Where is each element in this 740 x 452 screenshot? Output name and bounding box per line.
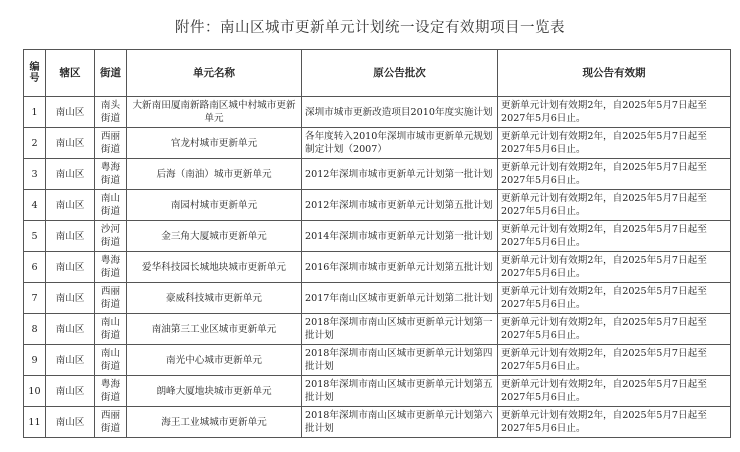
cell-index: 1 (24, 97, 46, 128)
cell-original-batch: 2016年深圳市城市更新单元计划第五批计划 (302, 252, 498, 283)
cell-unit-name: 海王工业城城市更新单元 (127, 407, 302, 438)
cell-current-validity: 更新单元计划有效期2年，自2025年5月7日起至2027年5月6日止。 (498, 283, 731, 314)
cell-index: 11 (24, 407, 46, 438)
cell-street: 西丽街道 (95, 283, 127, 314)
cell-street: 粤海街道 (95, 159, 127, 190)
cell-unit-name: 豪威科技城市更新单元 (127, 283, 302, 314)
header-unit-name: 单元名称 (127, 50, 302, 97)
cell-district: 南山区 (46, 97, 95, 128)
table-header-row (24, 50, 731, 97)
cell-unit-name: 大新南田厦南新路南区城中村城市更新单元 (127, 97, 302, 128)
header-district: 辖区 (46, 50, 95, 97)
header-street: 街道 (95, 50, 127, 97)
cell-original-batch: 2012年深圳市城市更新单元计划第一批计划 (302, 159, 498, 190)
cell-street: 南山街道 (95, 345, 127, 376)
cell-original-batch: 各年度转入2010年深圳市城市更新单元规划制定计划（2007） (302, 128, 498, 159)
cell-original-batch: 2017年南山区城市更新单元计划第二批计划 (302, 283, 498, 314)
cell-unit-name: 朗峰大厦地块城市更新单元 (127, 376, 302, 407)
cell-original-batch: 2018年深圳市南山区城市更新单元计划第一批计划 (302, 314, 498, 345)
cell-current-validity: 更新单元计划有效期2年，自2025年5月7日起至2027年5月6日止。 (498, 314, 731, 345)
cell-current-validity: 更新单元计划有效期2年，自2025年5月7日起至2027年5月6日止。 (498, 376, 731, 407)
header-index: 编号 (24, 50, 46, 97)
cell-district: 南山区 (46, 283, 95, 314)
cell-unit-name: 金三角大厦城市更新单元 (127, 221, 302, 252)
cell-street: 南山街道 (95, 314, 127, 345)
cell-index: 6 (24, 252, 46, 283)
cell-street: 粤海街道 (95, 252, 127, 283)
cell-index: 4 (24, 190, 46, 221)
cell-unit-name: 后海（南油）城市更新单元 (127, 159, 302, 190)
cell-street: 沙河街道 (95, 221, 127, 252)
cell-index: 3 (24, 159, 46, 190)
project-table (23, 49, 731, 438)
cell-current-validity: 更新单元计划有效期2年，自2025年5月7日起至2027年5月6日止。 (498, 407, 731, 438)
cell-original-batch: 2012年深圳市城市更新单元计划第五批计划 (302, 190, 498, 221)
table-row (24, 252, 731, 283)
cell-district: 南山区 (46, 159, 95, 190)
cell-district: 南山区 (46, 376, 95, 407)
cell-current-validity: 更新单元计划有效期2年，自2025年5月7日起至2027年5月6日止。 (498, 221, 731, 252)
table-body (24, 97, 731, 438)
cell-current-validity: 更新单元计划有效期2年，自2025年5月7日起至2027年5月6日止。 (498, 190, 731, 221)
cell-original-batch: 2018年深圳市南山区城市更新单元计划第四批计划 (302, 345, 498, 376)
cell-current-validity: 更新单元计划有效期2年，自2025年5月7日起至2027年5月6日止。 (498, 97, 731, 128)
cell-district: 南山区 (46, 190, 95, 221)
table-row (24, 314, 731, 345)
cell-street: 粤海街道 (95, 376, 127, 407)
table-row (24, 407, 731, 438)
table-row (24, 97, 731, 128)
cell-district: 南山区 (46, 407, 95, 438)
cell-street: 西丽街道 (95, 128, 127, 159)
cell-district: 南山区 (46, 252, 95, 283)
cell-current-validity: 更新单元计划有效期2年，自2025年5月7日起至2027年5月6日止。 (498, 345, 731, 376)
cell-index: 9 (24, 345, 46, 376)
cell-current-validity: 更新单元计划有效期2年，自2025年5月7日起至2027年5月6日止。 (498, 128, 731, 159)
table-row (24, 376, 731, 407)
table-row (24, 221, 731, 252)
table-row (24, 159, 731, 190)
cell-current-validity: 更新单元计划有效期2年，自2025年5月7日起至2027年5月6日止。 (498, 252, 731, 283)
cell-index: 2 (24, 128, 46, 159)
cell-index: 5 (24, 221, 46, 252)
header-original-batch: 原公告批次 (302, 50, 498, 97)
cell-unit-name: 官龙村城市更新单元 (127, 128, 302, 159)
table-row (24, 128, 731, 159)
table-row (24, 190, 731, 221)
header-current-validity: 现公告有效期 (498, 50, 731, 97)
cell-original-batch: 2018年深圳市南山区城市更新单元计划第六批计划 (302, 407, 498, 438)
cell-unit-name: 南油第三工业区城市更新单元 (127, 314, 302, 345)
cell-district: 南山区 (46, 128, 95, 159)
cell-index: 7 (24, 283, 46, 314)
cell-district: 南山区 (46, 221, 95, 252)
cell-current-validity: 更新单元计划有效期2年，自2025年5月7日起至2027年5月6日止。 (498, 159, 731, 190)
cell-street: 南山街道 (95, 190, 127, 221)
cell-original-batch: 2018年深圳市南山区城市更新单元计划第五批计划 (302, 376, 498, 407)
cell-unit-name: 爱华科技园长城地块城市更新单元 (127, 252, 302, 283)
document-title: 附件：南山区城市更新单元计划统一设定有效期项目一览表 (175, 20, 565, 36)
cell-street: 南头街道 (95, 97, 127, 128)
table-row (24, 283, 731, 314)
cell-district: 南山区 (46, 314, 95, 345)
cell-street: 西丽街道 (95, 407, 127, 438)
cell-original-batch: 深圳市城市更新改造项目2010年度实施计划 (302, 97, 498, 128)
cell-index: 8 (24, 314, 46, 345)
table-row (24, 345, 731, 376)
cell-unit-name: 南园村城市更新单元 (127, 190, 302, 221)
cell-original-batch: 2014年深圳市城市更新单元计划第一批计划 (302, 221, 498, 252)
cell-index: 10 (24, 376, 46, 407)
cell-district: 南山区 (46, 345, 95, 376)
cell-unit-name: 南光中心城市更新单元 (127, 345, 302, 376)
